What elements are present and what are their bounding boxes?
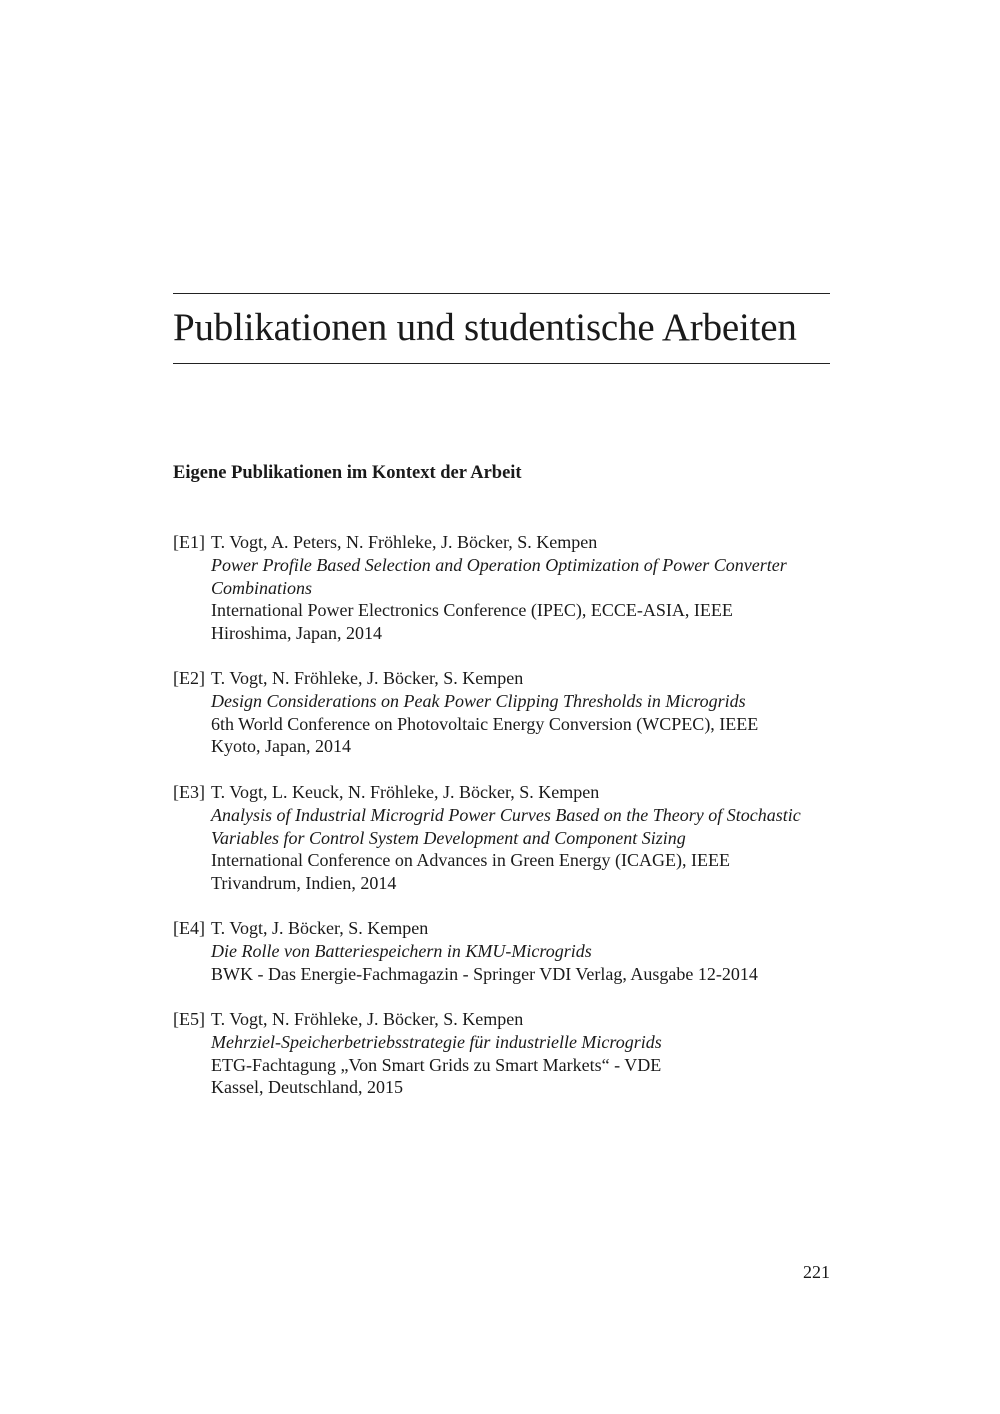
publication-venue: 6th World Conference on Photovoltaic Energy Conversion (WCPEC), IEEE [211, 713, 759, 734]
publication-title: Power Profile Based Selection and Operation Optimization of Power Converter Combinations [211, 554, 787, 598]
publication-location: Kassel, Deutschland, 2015 [211, 1077, 403, 1098]
publication-authors: T. Vogt, A. Peters, N. Fröhleke, J. Böcker, S. Kempen [211, 532, 598, 552]
chapter-top-rule [173, 293, 830, 294]
publication-label: [E1] [173, 532, 205, 552]
publication-entry [173, 1008, 833, 1099]
publication-venue: International Power Electronics Conference (IPEC), ECCE-ASIA, IEEE [211, 600, 733, 621]
publication-authors: T. Vogt, N. Fröhleke, J. Böcker, S. Kempen [211, 668, 524, 688]
publication-authors: T. Vogt, N. Fröhleke, J. Böcker, S. Kempen [211, 1009, 524, 1029]
publication-title: Analysis of Industrial Microgrid Power Curves Based on the Theory of Stochastic Variables for Control System Development and Component Sizing [211, 804, 801, 848]
page-number: 221 [803, 1262, 830, 1282]
chapter-bottom-rule [173, 363, 830, 364]
publication-venue: BWK - Das Energie-Fachmagazin - Springer VDI Verlag, Ausgabe 12-2014 [211, 963, 758, 984]
publication-entry [173, 531, 833, 645]
publication-location: Trivandrum, Indien, 2014 [211, 873, 397, 894]
publication-venue: ETG-Fachtagung „Von Smart Grids zu Smart Markets“ - VDE [211, 1054, 662, 1075]
publication-title: Design Considerations on Peak Power Clipping Thresholds in Microgrids [211, 690, 746, 711]
publication-label: [E4] [173, 918, 205, 938]
publication-location: Kyoto, Japan, 2014 [211, 736, 351, 757]
section-heading: Eigene Publikationen im Kontext der Arbeit [173, 463, 522, 483]
publication-label: [E5] [173, 1009, 205, 1029]
publication-title: Mehrziel-Speicherbetriebsstrategie für industrielle Microgrids [211, 1031, 662, 1052]
publication-entry [173, 781, 833, 895]
publication-authors: T. Vogt, L. Keuck, N. Fröhleke, J. Böcker, S. Kempen [211, 782, 600, 802]
publication-location: Hiroshima, Japan, 2014 [211, 623, 382, 644]
chapter-title: Publikationen und studentische Arbeiten [173, 306, 797, 349]
publication-entry [173, 667, 833, 758]
publication-label: [E2] [173, 668, 205, 688]
publication-entry [173, 917, 833, 985]
publication-title: Die Rolle von Batteriespeichern in KMU-Microgrids [211, 940, 592, 961]
publication-label: [E3] [173, 782, 205, 802]
publication-venue: International Conference on Advances in Green Energy (ICAGE), IEEE [211, 850, 730, 871]
publication-authors: T. Vogt, J. Böcker, S. Kempen [211, 918, 429, 938]
